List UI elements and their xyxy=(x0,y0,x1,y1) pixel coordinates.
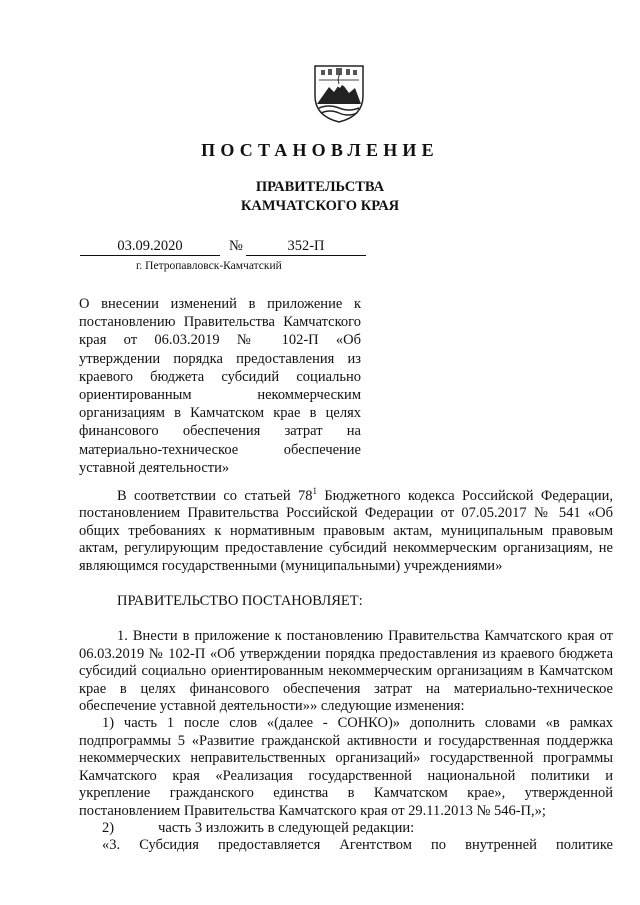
subitem-2-number: 2) xyxy=(102,819,115,836)
item-1-paragraph: 1. Внести в приложение к постановлению Правительства Камчатского края от 06.03.2019 № 102-П «Об утверждении порядка предоставления из краевого бюджета субсидий социально ориентированным некоммерческим организациям в Камчатском крае в целях финансового обеспечения затрат на материально-техническое обеспечение уставной деятельности»» следующие изменения: xyxy=(79,628,613,715)
issuing-authority xyxy=(0,178,640,216)
document-type-title: ПОСТАНОВЛЕНИЕ xyxy=(201,140,439,160)
preamble-text-end: Бюджетного кодекса Российской Федерации, постановлением Правительства Российской Федерации от 07.05.2017 № 541 «Об общих требованиях к нормативным правовым актам, муниципальным правовым актам, регулирующим предоставление субсидий некоммерческим организациям, не являющимся государственными (муниципальными) учреждениями» xyxy=(79,488,613,574)
document-body xyxy=(79,488,613,855)
document-subject xyxy=(79,295,361,477)
kamchatka-emblem-icon xyxy=(311,60,367,124)
document-date: 03.09.2020 xyxy=(80,238,220,256)
subject-line: краевого бюджета субсидий социально xyxy=(79,368,361,385)
subject-line: края от 06.03.2019 № 102-П «Об xyxy=(79,332,361,349)
article-superscript: 1 xyxy=(312,486,317,497)
preamble-text-start: В соответствии со статьей 78 xyxy=(117,488,313,504)
authority-line-2: КАМЧАТСКОГО КРАЯ xyxy=(240,198,400,214)
subject-line: О внесении изменений в приложение к xyxy=(79,296,361,312)
subject-line: постановлению Правительства Камчатского xyxy=(79,314,361,331)
subject-line: финансового обеспечения затрат на xyxy=(79,423,361,440)
document-city: г. Петропавловск-Камчатский xyxy=(136,260,282,272)
authority-line-1: ПРАВИТЕЛЬСТВА xyxy=(255,179,385,195)
number-sign: № xyxy=(229,238,243,254)
document-number: 352-П xyxy=(246,238,366,256)
subitem-2-paragraph xyxy=(79,820,613,837)
preamble-paragraph xyxy=(79,488,613,575)
subject-line: уставной деятельности» xyxy=(79,459,230,476)
subitem-1-paragraph: 1) часть 1 после слов «(далее - СОНКО)» дополнить словами «в рамках подпрограммы 5 «Развитие гражданской активности и государственная поддержка некоммерческих неправительственных организаций» государственной программы Камчатского края «Реализация государственной национальной политики и укрепление гражданского единства в Камчатском крае», утвержденной постановлением Правительства Камчатского края от 29.11.2013 № 546-П,»; xyxy=(79,715,613,819)
subject-line: материально-техническое обеспечение xyxy=(79,441,361,458)
subject-line: ориентированным некоммерческим xyxy=(79,387,361,404)
subject-line: организациям в Камчатском крае в целях xyxy=(79,405,361,422)
subject-line: утверждении порядка предоставления из xyxy=(79,350,361,367)
resolution-heading: ПРАВИТЕЛЬСТВО ПОСТАНОВЛЯЕТ: xyxy=(117,593,363,610)
quoted-section-start: «3. Субсидия предоставляется Агентством по внутренней политике xyxy=(102,837,613,854)
subitem-2-text: часть 3 изложить в следующей редакции: xyxy=(158,819,415,836)
